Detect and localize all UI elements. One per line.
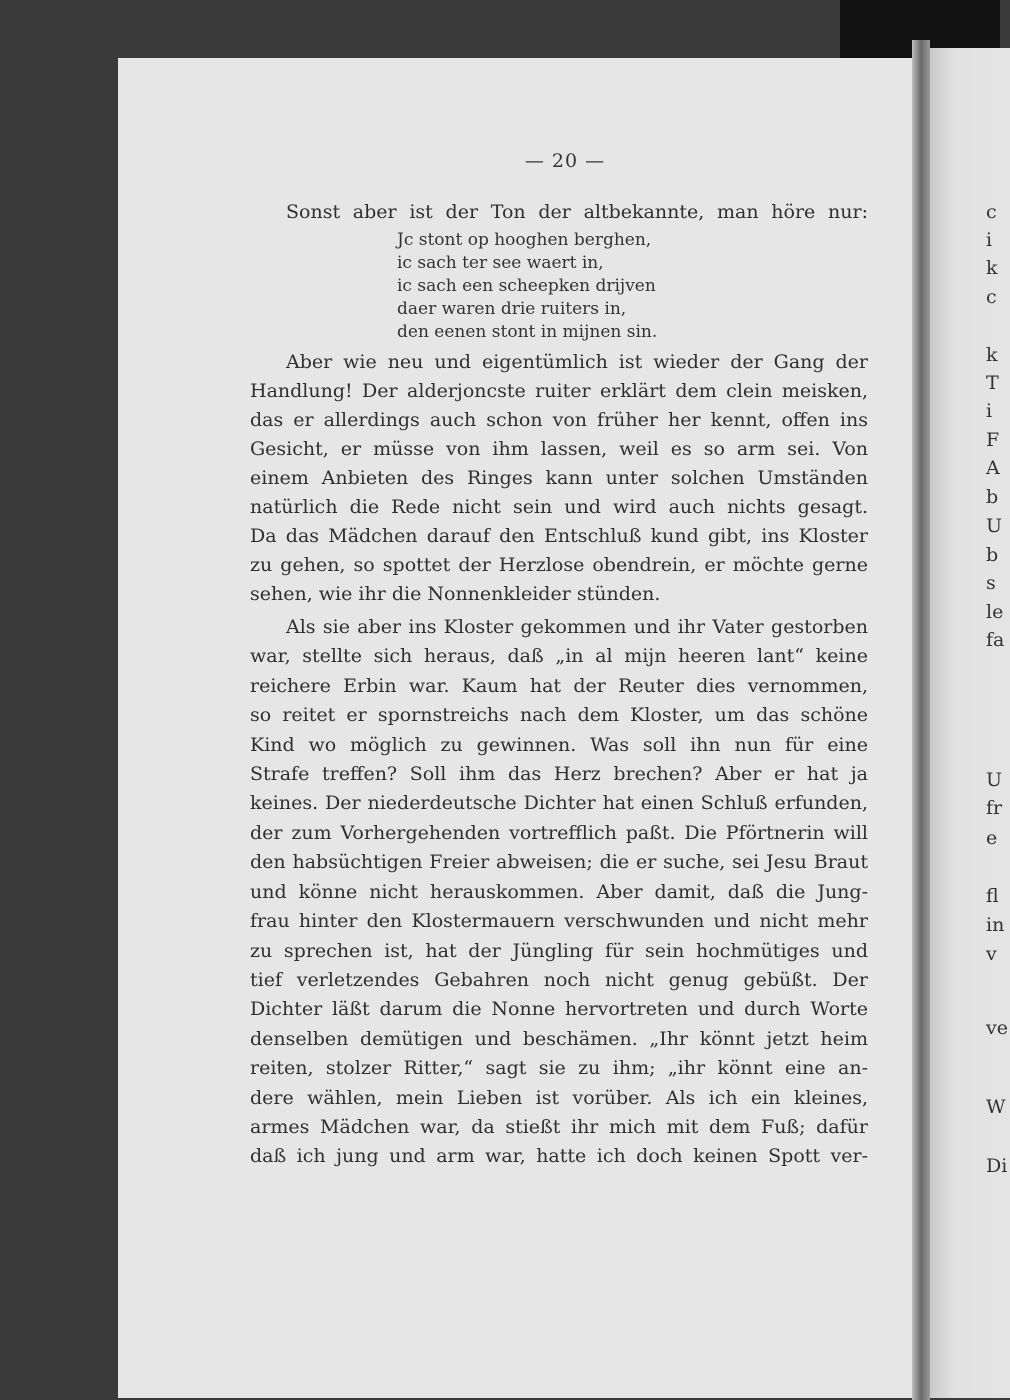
- fragment: W: [986, 1096, 1006, 1118]
- text-line: war, stellte sich heraus, daß „in al mijn heeren lant“ keine: [250, 645, 868, 667]
- text-line: so reitet er spornstreichs nach dem Kloster, um das schöne: [250, 704, 868, 726]
- book-gutter: [912, 40, 930, 1400]
- text-line: Da das Mädchen darauf den Entschluß kund gibt, ins Kloster: [250, 525, 868, 547]
- fragment: i: [986, 400, 993, 422]
- fragment: fa: [986, 629, 1005, 651]
- fragment: U: [986, 769, 1003, 791]
- fragment: k: [986, 257, 998, 279]
- verse-line: ic sach een scheepken drijven: [397, 276, 656, 296]
- verse-line: ic sach ter see waert in,: [397, 253, 604, 273]
- verse-line: daer waren drie ruiters in,: [397, 299, 627, 319]
- fragment: F: [986, 429, 1000, 451]
- text-line: Als sie aber ins Kloster gekommen und ihr Vater gestorben: [286, 616, 868, 638]
- text-line: sehen, wie ihr die Nonnenkleider stünden.: [250, 583, 661, 605]
- fragment: ve: [986, 1017, 1008, 1039]
- fragment: c: [986, 286, 997, 308]
- verse-line: den eenen stont in mijnen sin.: [397, 322, 658, 342]
- fragment: i: [986, 229, 993, 251]
- text-line: Dichter läßt darum die Nonne hervortreten und durch Worte: [250, 998, 868, 1020]
- fragment: U: [986, 515, 1003, 537]
- text-line: Kind wo möglich zu gewinnen. Was soll ihn nun für eine: [250, 734, 868, 756]
- text-line: und könne nicht herauskommen. Aber damit, daß die Jung-: [250, 881, 868, 903]
- text-line: reiten, stolzer Ritter,“ sagt sie zu ihm; „ihr könnt eine an-: [250, 1057, 868, 1079]
- verse-line: Jc stont op hooghen berghen,: [397, 230, 652, 250]
- fragment: k: [986, 344, 998, 366]
- text-line: armes Mädchen war, da stießt ihr mich mit dem Fuß; dafür: [250, 1116, 868, 1138]
- page-number: — 20 —: [524, 150, 606, 172]
- next-page-edge: [930, 48, 1010, 1398]
- text-line: zu sprechen ist, hat der Jüngling für sein hochmütiges und: [250, 940, 868, 962]
- fragment: b: [986, 544, 999, 566]
- text-line: zu gehen, so spottet der Herzlose obendrein, er möchte gerne: [250, 554, 868, 576]
- text-line: Handlung! Der alderjoncste ruiter erklärt dem clein meisken,: [250, 380, 868, 402]
- fragment: s: [986, 572, 996, 594]
- fragment: fl: [986, 885, 999, 907]
- text-line: natürlich die Rede nicht sein und wird auch nichts gesagt.: [250, 496, 868, 518]
- text-line: frau hinter den Klostermauern verschwunden und nicht mehr: [250, 910, 868, 932]
- fragment: v: [986, 943, 997, 965]
- fragment: Di: [986, 1155, 1008, 1177]
- fragment: in: [986, 914, 1005, 936]
- text-line: keines. Der niederdeutsche Dichter hat einen Schluß erfunden,: [250, 792, 868, 814]
- fragment: c: [986, 201, 997, 223]
- text-line: der zum Vorhergehenden vortrefflich paßt. Die Pförtnerin will: [250, 822, 868, 844]
- text-line: denselben demütigen und beschämen. „Ihr könnt jetzt heim: [250, 1028, 868, 1050]
- text-line: einem Anbieten des Ringes kann unter solchen Umständen: [250, 467, 868, 489]
- text-line: tief verletzendes Gebahren noch nicht genug gebüßt. Der: [250, 969, 868, 991]
- text-line: den habsüchtigen Freier abweisen; die er suche, sei Jesu Braut: [250, 851, 868, 873]
- text-line: Strafe treffen? Soll ihm das Herz brechen? Aber er hat ja: [250, 763, 868, 785]
- text-line: daß ich jung und arm war, hatte ich doch keinen Spott ver-: [250, 1145, 868, 1167]
- fragment: e: [986, 827, 998, 849]
- fragment: b: [986, 486, 999, 508]
- text-line: Aber wie neu und eigentümlich ist wieder der Gang der: [286, 351, 868, 373]
- text-line: Gesicht, er müsse von ihm lassen, weil es so arm sei. Von: [250, 438, 868, 460]
- fragment: fr: [986, 797, 1003, 819]
- fragment: le: [986, 601, 1004, 623]
- text-line: dere wählen, mein Lieben ist vorüber. Als ich ein kleines,: [250, 1087, 868, 1109]
- text-line: das er allerdings auch schon von früher her kennt, offen ins: [250, 409, 868, 431]
- intro-line: Sonst aber ist der Ton der altbekannte, man höre nur:: [286, 201, 868, 223]
- fragment: A: [986, 457, 1000, 479]
- text-line: reichere Erbin war. Kaum hat der Reuter dies vernommen,: [250, 675, 868, 697]
- fragment: T: [986, 372, 999, 394]
